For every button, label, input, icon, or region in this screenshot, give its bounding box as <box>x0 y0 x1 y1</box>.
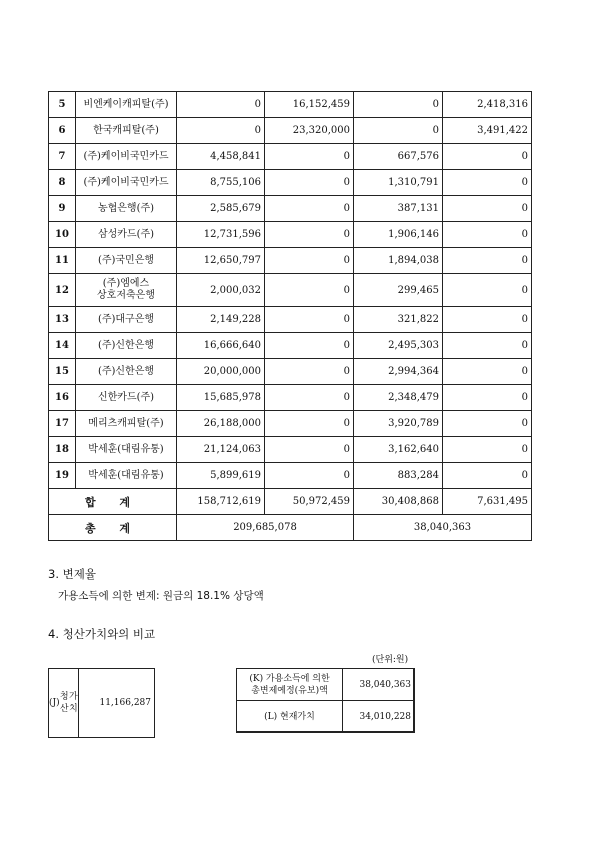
table-row <box>49 411 532 437</box>
unit-label: (단위:원) <box>372 655 409 665</box>
table-row <box>49 437 532 463</box>
sum-c4: 7,631,495 <box>443 489 532 515</box>
amount-c3: 0 <box>354 92 443 118</box>
creditor-name: 비엔케이캐피탈(주) <box>76 92 177 118</box>
amount-c1: 0 <box>177 92 265 118</box>
row-number: 12 <box>49 274 76 307</box>
creditor-name: 박세훈(대림유통) <box>76 437 177 463</box>
amount-c3: 1,310,791 <box>354 170 443 196</box>
table-row <box>49 222 532 248</box>
amount-c4: 2,418,316 <box>443 92 532 118</box>
creditor-name-line2: 상호저축은행 <box>97 290 155 301</box>
repayment-comparison-table <box>236 668 415 733</box>
amount-c3: 1,894,038 <box>354 248 443 274</box>
k-label <box>237 669 343 701</box>
j-label-line2: 청산 <box>59 692 69 714</box>
row-number: 8 <box>49 170 76 196</box>
amount-c4: 0 <box>443 437 532 463</box>
table-row <box>49 196 532 222</box>
amount-c2: 0 <box>265 222 354 248</box>
amount-c2: 0 <box>265 307 354 333</box>
k-label-line2: 총변제예정(유보)액 <box>251 685 328 696</box>
total-repay: 38,040,363 <box>354 515 532 541</box>
total-label: 총 계 <box>49 515 177 541</box>
amount-c3: 1,906,146 <box>354 222 443 248</box>
row-number: 14 <box>49 333 76 359</box>
k-value: 38,040,363 <box>343 669 415 701</box>
amount-c2: 16,152,459 <box>265 92 354 118</box>
table-row <box>49 92 532 118</box>
row-number: 19 <box>49 463 76 489</box>
row-number: 7 <box>49 144 76 170</box>
row-number: 17 <box>49 411 76 437</box>
table-row <box>49 333 532 359</box>
table-row <box>49 248 532 274</box>
amount-c4: 0 <box>443 274 532 307</box>
amount-c4: 0 <box>443 463 532 489</box>
amount-c2: 0 <box>265 411 354 437</box>
amount-c4: 0 <box>443 385 532 411</box>
amount-c3: 2,348,479 <box>354 385 443 411</box>
row-number: 11 <box>49 248 76 274</box>
amount-c4: 0 <box>443 359 532 385</box>
amount-c1: 21,124,063 <box>177 437 265 463</box>
l-label: (L) 현재가치 <box>237 701 343 733</box>
amount-c3: 321,822 <box>354 307 443 333</box>
row-number: 16 <box>49 385 76 411</box>
liquidation-value-label <box>49 669 79 737</box>
creditor-name: (주)신한은행 <box>76 359 177 385</box>
row-number: 15 <box>49 359 76 385</box>
creditor-name: 박세훈(대림유통) <box>76 463 177 489</box>
amount-c1: 2,149,228 <box>177 307 265 333</box>
amount-c3: 299,465 <box>354 274 443 307</box>
j-label-line1: (J) <box>49 698 60 708</box>
amount-c1: 2,585,679 <box>177 196 265 222</box>
amount-c2: 0 <box>265 248 354 274</box>
l-value: 34,010,228 <box>343 701 415 733</box>
sum-row <box>49 489 532 515</box>
amount-c3: 2,495,303 <box>354 333 443 359</box>
amount-c4: 0 <box>443 222 532 248</box>
amount-c3: 667,576 <box>354 144 443 170</box>
j-label-line3: 가치 <box>69 692 78 714</box>
creditor-name: (주)대구은행 <box>76 307 177 333</box>
amount-c4: 0 <box>443 144 532 170</box>
liquidation-value: 11,166,287 <box>99 698 151 708</box>
amount-c2: 0 <box>265 274 354 307</box>
row-number: 6 <box>49 118 76 144</box>
creditor-name: (주)케이비국민카드 <box>76 144 177 170</box>
amount-c1: 0 <box>177 118 265 144</box>
amount-c4: 0 <box>443 170 532 196</box>
table-row <box>49 463 532 489</box>
amount-c4: 0 <box>443 411 532 437</box>
amount-c1: 15,685,978 <box>177 385 265 411</box>
creditor-name <box>76 274 177 307</box>
amount-c3: 2,994,364 <box>354 359 443 385</box>
total-row <box>49 515 532 541</box>
creditor-name: 삼성카드(주) <box>76 222 177 248</box>
l-row <box>237 701 415 733</box>
total-principal: 209,685,078 <box>177 515 354 541</box>
creditor-name: (주)케이비국민카드 <box>76 170 177 196</box>
amount-c2: 0 <box>265 437 354 463</box>
amount-c2: 0 <box>265 144 354 170</box>
amount-c2: 0 <box>265 385 354 411</box>
amount-c1: 4,458,841 <box>177 144 265 170</box>
table-row <box>49 274 532 307</box>
amount-c4: 3,491,422 <box>443 118 532 144</box>
amount-c2: 0 <box>265 333 354 359</box>
section4-heading: 4. 청산가치와의 비교 <box>48 627 156 641</box>
amount-c1: 12,650,797 <box>177 248 265 274</box>
amount-c2: 0 <box>265 196 354 222</box>
row-number: 10 <box>49 222 76 248</box>
amount-c2: 23,320,000 <box>265 118 354 144</box>
table-row <box>49 170 532 196</box>
table-row <box>49 118 532 144</box>
liquidation-value-box <box>48 668 155 738</box>
amount-c1: 16,666,640 <box>177 333 265 359</box>
amount-c1: 2,000,032 <box>177 274 265 307</box>
sum-c2: 50,972,459 <box>265 489 354 515</box>
amount-c1: 5,899,619 <box>177 463 265 489</box>
creditor-name-line1: (주)엠에스 <box>102 278 150 289</box>
amount-c2: 0 <box>265 170 354 196</box>
amount-c4: 0 <box>443 307 532 333</box>
table-row <box>49 359 532 385</box>
section3-text: 가용소득에 의한 변제: 원금의 18.1% 상당액 <box>58 590 264 602</box>
amount-c1: 12,731,596 <box>177 222 265 248</box>
sum-c3: 30,408,868 <box>354 489 443 515</box>
creditor-name: 신한카드(주) <box>76 385 177 411</box>
table-row <box>49 144 532 170</box>
sum-label: 합 계 <box>49 489 177 515</box>
row-number: 18 <box>49 437 76 463</box>
table-row <box>49 385 532 411</box>
amount-c3: 3,920,789 <box>354 411 443 437</box>
amount-c3: 3,162,640 <box>354 437 443 463</box>
row-number: 9 <box>49 196 76 222</box>
creditor-name: (주)신한은행 <box>76 333 177 359</box>
amount-c1: 20,000,000 <box>177 359 265 385</box>
creditor-repayment-table <box>48 91 532 541</box>
creditor-name: 한국캐피탈(주) <box>76 118 177 144</box>
amount-c4: 0 <box>443 248 532 274</box>
amount-c1: 8,755,106 <box>177 170 265 196</box>
amount-c4: 0 <box>443 333 532 359</box>
amount-c1: 26,188,000 <box>177 411 265 437</box>
section3-heading: 3. 변제율 <box>48 567 96 581</box>
creditor-name: 농협은행(주) <box>76 196 177 222</box>
creditor-name: (주)국민은행 <box>76 248 177 274</box>
k-label-line1: (K) 가용소득에 의한 <box>249 673 330 684</box>
k-row <box>237 669 415 701</box>
amount-c4: 0 <box>443 196 532 222</box>
amount-c2: 0 <box>265 359 354 385</box>
sum-c1: 158,712,619 <box>177 489 265 515</box>
amount-c3: 387,131 <box>354 196 443 222</box>
row-number: 5 <box>49 92 76 118</box>
table-row <box>49 307 532 333</box>
row-number: 13 <box>49 307 76 333</box>
amount-c3: 0 <box>354 118 443 144</box>
amount-c3: 883,284 <box>354 463 443 489</box>
creditor-name: 메리츠캐피탈(주) <box>76 411 177 437</box>
amount-c2: 0 <box>265 463 354 489</box>
